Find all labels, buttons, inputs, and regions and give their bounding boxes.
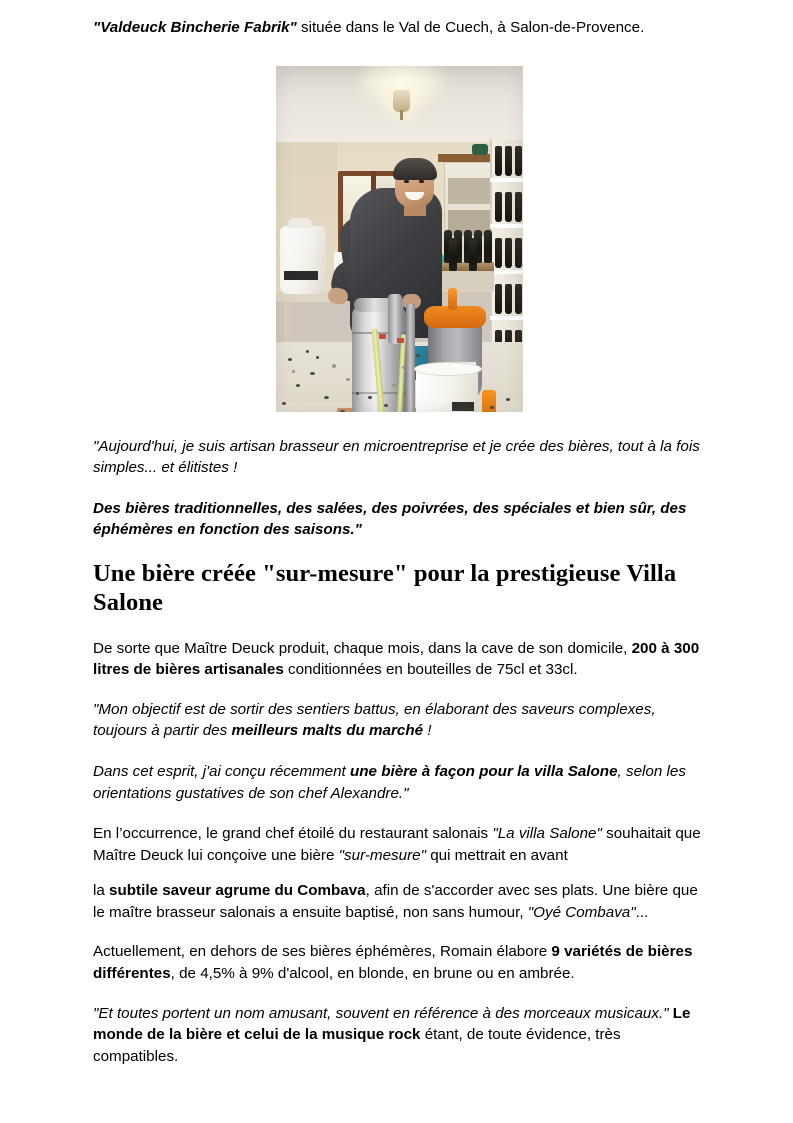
photo-floor-speck [356, 392, 359, 395]
photo-ceiling-lamp [393, 90, 410, 112]
combava-text-2: , afin de s'accorder avec ses plats. Une bière que le maître brasseur salonais a ensuite baptisé, non sans humour, [93, 882, 698, 921]
photo-orange-bottle [482, 390, 496, 412]
section-heading: Une bière créée "sur-mesure" pour la prestigieuse Villa Salone [93, 559, 677, 616]
photo-floor-speck [392, 384, 396, 387]
photo-rack-bottle [515, 192, 522, 222]
photo-rack-bottle [515, 238, 522, 268]
photo-rack-bottle [495, 238, 502, 268]
photo-white-jug-label [284, 271, 318, 280]
photo-rack-bottle [505, 284, 512, 314]
quote4-text-2: , selon les orientations gustatives de son chef Alexandre." [93, 762, 686, 802]
photo-large-bucket-rim [414, 362, 482, 376]
photo-man-hair [393, 158, 437, 180]
photo-lamp-stem [400, 110, 403, 120]
photo-tube-clamp [379, 334, 386, 339]
photo-keg-pipe [406, 304, 415, 412]
photo-floor-speck [340, 410, 345, 412]
intro-emphasis: "Valdeuck Bincherie Fabrik" [93, 19, 297, 36]
quote3-text-2: ! [423, 722, 432, 740]
photo-floor-speck [296, 384, 300, 387]
production-text-1: De sorte que Maître Deuck produit, chaque mois, dans la cave de son domicile, [93, 639, 632, 657]
varieties-text-1: Actuellement, en dehors de ses bières éphémères, Romain élabore [93, 943, 552, 961]
rock-italic: "Et toutes portent un nom amusant, souvent en référence à des morceaux musicaux." [93, 1004, 669, 1022]
photo-shelf-object [472, 144, 488, 155]
brewer-photo [276, 66, 523, 412]
photo-rack-bottle [495, 146, 502, 176]
photo-rack-bottle [495, 284, 502, 314]
photo-rack-divider [490, 178, 523, 182]
chef-italic-1: "La villa Salone" [492, 825, 602, 843]
production-bold: 200 à 300 litres de bières artisanales [93, 639, 700, 679]
photo-rack-divider [490, 316, 523, 320]
paragraph-rock [93, 1003, 706, 1068]
photo-cabinet-shelf-upper [448, 178, 490, 204]
quote3-bold: meilleurs malts du marché [231, 722, 424, 740]
quote-paragraph-3 [93, 699, 706, 742]
chef-text-1: En l’occurrence, le grand chef étoilé du restaurant salonais [93, 825, 493, 843]
photo-floor-speck [316, 356, 319, 359]
photo-rack-divider [490, 270, 523, 274]
paragraph-production [93, 638, 706, 681]
combava-italic: "Oyé Combava" [527, 903, 636, 921]
photo-large-bucket-label [452, 402, 474, 411]
varieties-bold: 9 variétés de bières différentes [93, 943, 693, 982]
photo-rack-bottle [495, 192, 502, 222]
document-content [93, 18, 706, 1085]
photo-rack-bottle [505, 238, 512, 268]
photo-floor-speck [324, 396, 329, 399]
paragraph-combava [93, 880, 706, 923]
chef-text-2: souhaitait que Maître Deuck lui conçoive une bière [93, 825, 701, 864]
photo-floor-speck [506, 398, 510, 401]
photo-floor-speck [332, 364, 336, 368]
chef-italic-2: "sur-mesure" [338, 846, 426, 864]
photo-floor-speck [368, 396, 372, 399]
intro-paragraph [93, 18, 706, 39]
rock-text: étant, de toute évidence, très compatibles. [93, 1026, 621, 1065]
photo-floor-speck [288, 358, 292, 361]
photo-container [93, 66, 706, 412]
photo-floor-speck [310, 372, 315, 375]
quote3-text-1: "Mon objectif est de sortir des sentiers battus, en élaborant des saveurs complexes, toujours à partir des [93, 700, 656, 740]
quote-paragraph-4 [93, 761, 706, 804]
photo-bench-leg [284, 302, 291, 342]
photo-white-jug [280, 226, 326, 294]
production-text-2: conditionnées en bouteilles de 75cl et 33cl. [283, 661, 578, 679]
combava-bold: subtile saveur agrume du Combava [109, 882, 366, 900]
quote4-bold: une bière à façon pour la villa Salone [349, 762, 618, 780]
photo-man-eye [404, 180, 409, 183]
photo-rack-bottle [505, 146, 512, 176]
rock-bold: Le monde de la bière et celui de la musique rock [93, 1004, 691, 1044]
photo-floor-speck [346, 378, 350, 381]
photo-white-jug-top [288, 218, 312, 228]
photo-man-eye [419, 180, 424, 183]
photo-floor-speck [282, 402, 286, 405]
photo-floor-speck [490, 406, 494, 409]
quote4-text-1: Dans cet esprit, j'ai conçu récemment [93, 762, 350, 780]
photo-rack-bottle [505, 192, 512, 222]
photo-counter-bottle [469, 238, 477, 271]
photo-counter-bottle [449, 238, 457, 271]
combava-text-1: la [93, 882, 110, 900]
combava-text-3: ... [635, 903, 649, 921]
photo-rack-bottle [515, 284, 522, 314]
photo-floor-speck [384, 404, 388, 407]
photo-tube-clamp [397, 338, 404, 343]
photo-keg-pipe [388, 294, 402, 344]
paragraph-varieties [93, 941, 706, 984]
paragraph-chef [93, 823, 706, 866]
quote-paragraph-2: Des bières traditionnelles, des salées, des poivrées, des spéciales et bien sûr, des éphémères en fonction des saisons." [93, 499, 687, 539]
photo-floor-speck [416, 354, 420, 357]
photo-counter-bottle [484, 230, 492, 263]
photo-floor-speck [292, 370, 295, 373]
photo-rack-divider [490, 224, 523, 228]
photo-fermenter-airlock [448, 288, 457, 310]
photo-rack-bottle [515, 146, 522, 176]
photo-floor-speck [306, 350, 309, 353]
varieties-text-2: , de 4,5% à 9% d'alcool, en blonde, en brune ou en ambrée. [170, 965, 575, 982]
photo-floor-speck [402, 366, 405, 369]
intro-rest: située dans le Val de Cuech, à Salon-de-Provence. [296, 19, 645, 36]
chef-text-3: qui mettrait en avant [425, 846, 568, 864]
quote-paragraph-1: "Aujourd'hui, je suis artisan brasseur en microentreprise et je crée des bières, tout à la fois simples... et élitistes ! [93, 437, 700, 477]
